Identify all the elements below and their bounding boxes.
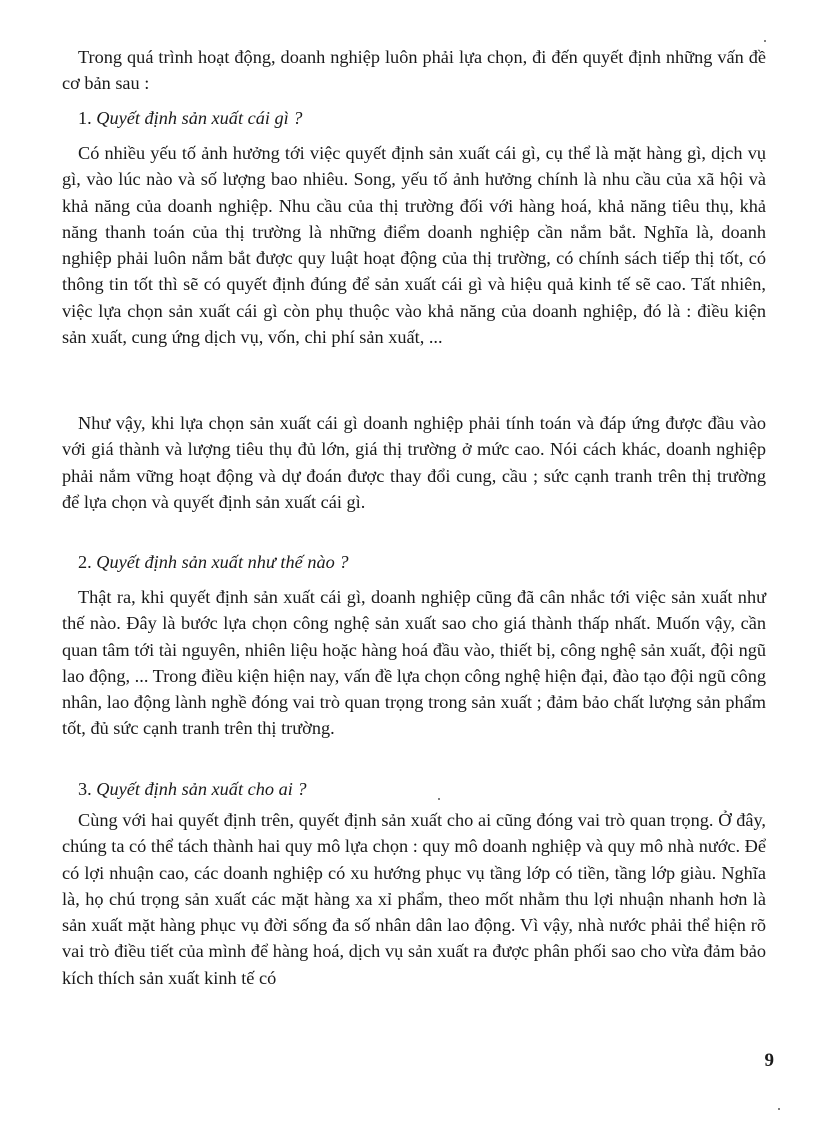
section-3-paragraph-1: Cùng với hai quyết định trên, quyết định sản xuất cho ai cũng đóng vai trò quan trọng. Ở đây, chúng ta có thể tách thành hai quy mô lựa chọn : quy mô doanh nghiệp và quy mô nhà nước. Để có lợi nhuận cao, các doanh nghiệp có xu hướng phục vụ tầng lớp có tiền, tầng lớp giàu. Nghĩa là, họ chú trọng sản xuất các mặt hàng xa xỉ phẩm, theo mốt nhằm thu lợi nhuận nhanh hơn là sản xuất mặt hàng phục vụ đời sống đa số nhân dân lao động. Vì vậy, nhà nước phải thể hiện rõ vai trò điều tiết của mình để hàng hoá, dịch vụ sản xuất ra được phân phối sao cho vừa đảm bảo kích thích sản xuất kinh tế có [62,810,766,988]
section-title: Quyết định sản xuất như thế nào ? [96,552,349,572]
intro-paragraph: Trong quá trình hoạt động, doanh nghiệp luôn phải lựa chọn, đi đến quyết định những vấn đề cơ bản sau : [62,47,766,94]
section-heading-2 [78,549,348,575]
page-number: 9 [764,1050,774,1071]
section-heading-1 [78,105,302,131]
section-title: Quyết định sản xuất cái gì ? [96,108,303,128]
section-title: Quyết định sản xuất cho ai ? [96,779,307,799]
scan-speck [778,1108,780,1110]
scan-speck [438,798,440,800]
scan-speck [764,40,766,42]
section-number: 2. [78,552,92,572]
section-1-paragraph-1: Có nhiều yếu tố ảnh hưởng tới việc quyết định sản xuất cái gì, cụ thể là mặt hàng gì, dịch vụ gì, vào lúc nào và số lượng bao nhiêu. Song, yếu tố ảnh hưởng chính là nhu cầu của xã hội và khả năng của doanh nghiệp. Nhu cầu của thị trường đối với hàng hoá, khả năng tiêu thụ, khả năng thanh toán của thị trường là những điểm doanh nghiệp cần nắm bắt. Nghĩa là, doanh nghiệp phải luôn nắm bắt được quy luật hoạt động của thị trường, có chính sách tiếp thị tốt, có thông tin tốt thì sẽ có quyết định đúng để sản xuất cái gì và hiệu quả kinh tế sẽ cao. Tất nhiên, việc lựa chọn sản xuất cái gì còn phụ thuộc vào khả năng của doanh nghiệp, đó là : điều kiện sản xuất, cung ứng dịch vụ, vốn, chi phí sản xuất, ... [62,143,766,348]
section-heading-3 [78,776,307,802]
section-number: 1. [78,108,92,128]
section-1-paragraph-2: Như vậy, khi lựa chọn sản xuất cái gì doanh nghiệp phải tính toán và đáp ứng được đầu vào với giá thành và lượng tiêu thụ đủ lớn, giá thị trường ở mức cao. Nói cách khác, doanh nghiệp phải nắm vững hoạt động và dự đoán được thay đổi cung, cầu ; sức cạnh tranh trên thị trường để lựa chọn và quyết định sản xuất cái gì. [62,413,766,512]
section-number: 3. [78,779,92,799]
section-2-paragraph-1: Thật ra, khi quyết định sản xuất cái gì, doanh nghiệp cũng đã cân nhắc tới việc sản xuất như thế nào. Đây là bước lựa chọn công nghệ sản xuất sao cho giá thành thấp nhất. Muốn vậy, cần quan tâm tới tài nguyên, nhiên liệu hoặc hàng hoá đầu vào, thiết bị, công nghệ sản xuất, đội ngũ lao động, ... Trong điều kiện hiện nay, vấn đề lựa chọn công nghệ hiện đại, đào tạo đội ngũ công nhân, lao động lành nghề đóng vai trò quan trọng trong sản xuất ; đảm bảo chất lượng sản phẩm tốt, đủ sức cạnh tranh trên thị trường. [62,587,766,739]
